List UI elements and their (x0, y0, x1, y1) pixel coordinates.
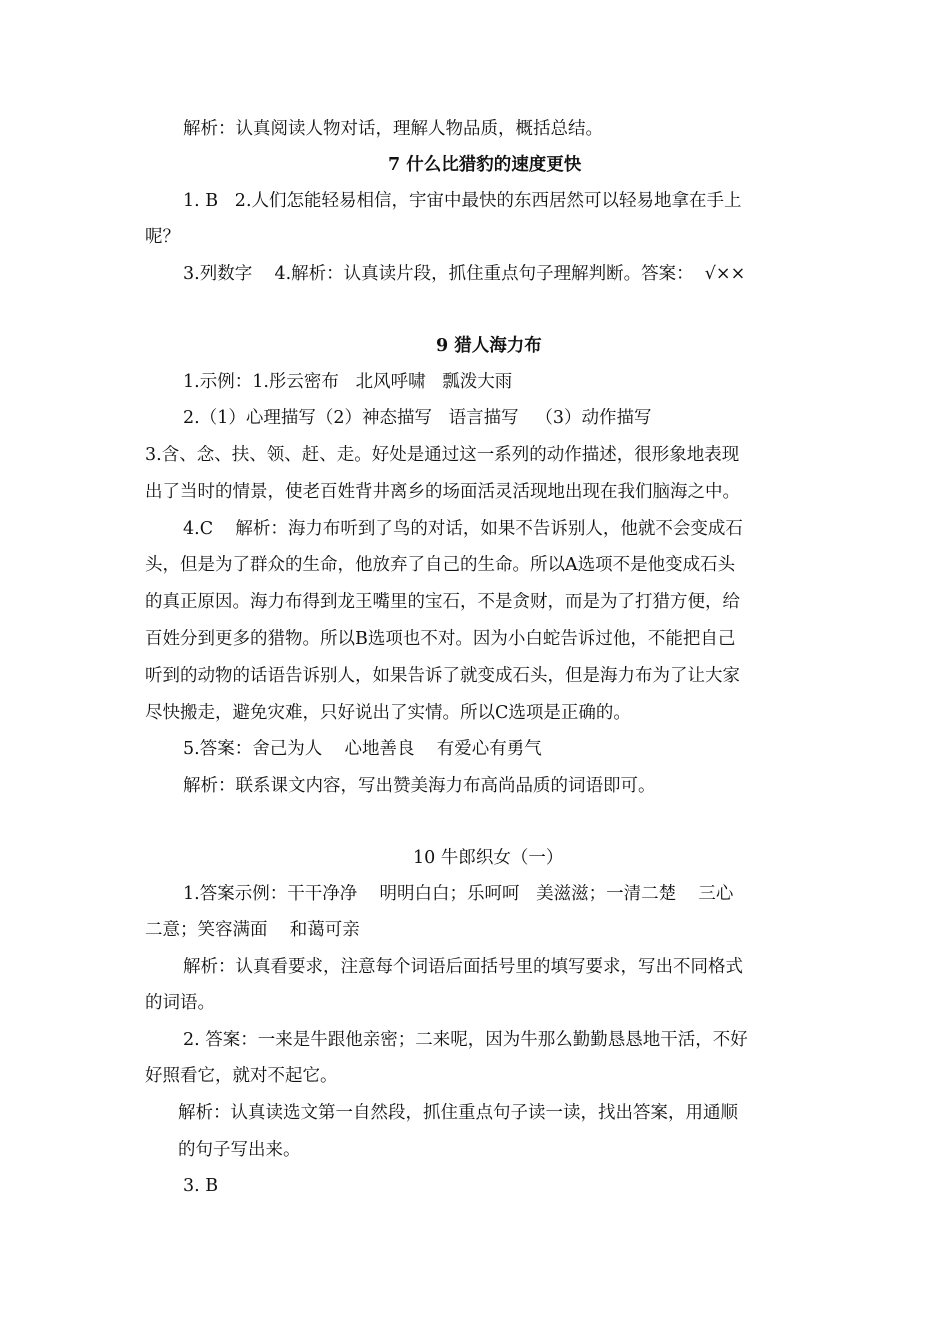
answer-line: 2. 答案：一来是牛跟他亲密；二来呢，因为牛那么勤勤恳恳地干活，不好 (183, 1030, 748, 1050)
answer-line: 3.列数字 4.解析：认真读片段，抓住重点句子理解判断。答案： √×× (183, 264, 746, 284)
section-title-9: 9 猎人海力布 (436, 336, 542, 356)
answer-line: 听到的动物的话语告诉别人，如果告诉了就变成石头，但是海力布为了让大家 (145, 666, 740, 686)
answer-line: 1. B 2.人们怎能轻易相信，宇宙中最快的东西居然可以轻易地拿在手上 (183, 191, 742, 211)
answer-line: 3.含、念、扶、领、赶、走。好处是通过这一系列的动作描述，很形象地表现 (145, 445, 740, 465)
section-title-10: 10 牛郎织女（一） (413, 848, 564, 868)
answer-line: 呢？ (145, 227, 180, 247)
analysis-line: 的词语。 (145, 993, 215, 1013)
analysis-line: 解析：认真读选文第一自然段，抓住重点句子读一读，找出答案，用通顺 (178, 1103, 738, 1123)
answer-line: 5.答案：舍己为人 心地善良 有爱心有勇气 (183, 739, 542, 759)
answer-line: 2.（1）心理描写（2）神态描写 语言描写 （3）动作描写 (183, 408, 652, 428)
answer-line: 3. B (183, 1176, 219, 1196)
answer-line: 二意；笑容满面 和蔼可亲 (145, 920, 360, 940)
answer-line: 头，但是为了群众的生命，他放弃了自己的生命。所以A选项不是他变成石头 (145, 555, 736, 575)
section-title-7: 7 什么比猎豹的速度更快 (388, 155, 582, 175)
answer-line: 尽快搬走，避免灾难，只好说出了实情。所以C选项是正确的。 (145, 703, 631, 723)
answer-line: 好照看它，就对不起它。 (145, 1066, 338, 1086)
analysis-line: 解析：联系课文内容，写出赞美海力布高尚品质的词语即可。 (183, 776, 656, 796)
analysis-line: 的句子写出来。 (178, 1140, 301, 1160)
analysis-line: 解析：认真看要求，注意每个词语后面括号里的填写要求，写出不同格式 (183, 957, 743, 977)
answer-line: 的真正原因。海力布得到龙王嘴里的宝石，不是贪财，而是为了打猎方便，给 (145, 592, 740, 612)
answer-line: 1.答案示例：干干净净 明明白白；乐呵呵 美滋滋；一清二楚 三心 (183, 884, 734, 904)
answer-line: 4.C 解析：海力布听到了鸟的对话，如果不告诉别人，他就不会变成石 (183, 519, 743, 539)
analysis-line: 解析：认真阅读人物对话，理解人物品质，概括总结。 (183, 119, 603, 139)
answer-line: 百姓分到更多的猎物。所以B选项也不对。因为小白蛇告诉过他，不能把自己 (145, 629, 736, 649)
answer-line: 1.示例：1.彤云密布 北风呼啸 瓢泼大雨 (183, 372, 513, 392)
answer-line: 出了当时的情景，使老百姓背井离乡的场面活灵活现地出现在我们脑海之中。 (145, 482, 740, 502)
